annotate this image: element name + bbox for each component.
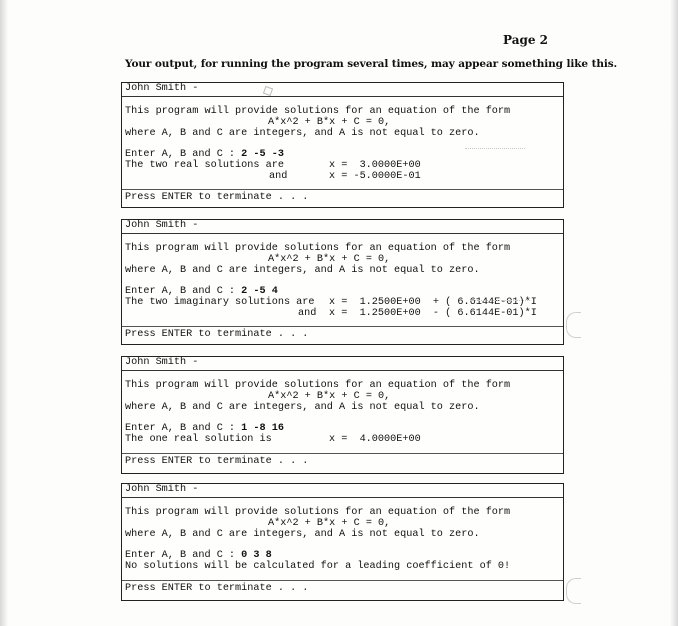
description-line-2: where A, B and C are integers, and A is not equal to zero. xyxy=(125,529,480,540)
console-output-1 xyxy=(121,82,564,208)
title-divider xyxy=(122,233,563,234)
equation-line: A*x^2 + B*x + C = 0, xyxy=(268,254,391,265)
console-title: John Smith - xyxy=(125,83,199,94)
equation-line: A*x^2 + B*x + C = 0, xyxy=(268,391,391,402)
input-prompt xyxy=(125,550,272,561)
result-value-1: x = 4.0000E+00 xyxy=(329,434,421,445)
page-number: Page 2 xyxy=(503,33,549,47)
console-title: John Smith - xyxy=(125,484,199,495)
user-input: 0 3 8 xyxy=(241,550,272,561)
input-prompt xyxy=(125,149,284,160)
user-input: 1 -8 16 xyxy=(241,423,284,434)
title-divider xyxy=(122,370,563,371)
result-value-2: x = 1.2500E+00 - ( 6.6144E-01)*I xyxy=(329,308,537,319)
scan-smudge xyxy=(470,300,530,309)
press-enter-prompt: Press ENTER to terminate . . . xyxy=(125,192,309,203)
user-input: 2 -5 -3 xyxy=(241,149,284,160)
console-output-3 xyxy=(121,356,564,474)
result-label-1: The two real solutions are xyxy=(125,160,284,171)
prompt-label: Enter A, B and C : xyxy=(125,149,236,160)
user-input: 2 -5 4 xyxy=(241,286,278,297)
result-value-1: x = 1.2500E+00 + ( 6.6144E-01)*I xyxy=(329,297,537,308)
console-title: John Smith - xyxy=(125,357,199,368)
title-divider xyxy=(122,497,563,498)
scan-artifact-mark xyxy=(566,578,581,604)
result-value-2: x = -5.0000E-01 xyxy=(329,171,421,182)
intro-text: Your output, for running the program several times, may appear something like this. xyxy=(125,58,618,70)
result-label-1: No solutions will be calculated for a leading coefficient of 0! xyxy=(125,561,511,572)
description-line: This program will provide solutions for an equation of the form xyxy=(125,243,511,254)
description-line: This program will provide solutions for an equation of the form xyxy=(125,380,511,391)
description-line-2: where A, B and C are integers, and A is not equal to zero. xyxy=(125,265,480,276)
scan-smudge xyxy=(465,148,525,157)
page-right-shadow xyxy=(670,0,678,626)
console-output-4 xyxy=(121,483,564,601)
input-prompt xyxy=(125,286,278,297)
description-line: This program will provide solutions for an equation of the form xyxy=(125,507,511,518)
input-prompt xyxy=(125,423,284,434)
equation-line: A*x^2 + B*x + C = 0, xyxy=(268,117,391,128)
title-divider xyxy=(122,96,563,97)
result-value-1: x = 3.0000E+00 xyxy=(329,160,421,171)
description-line-2: where A, B and C are integers, and A is not equal to zero. xyxy=(125,402,480,413)
prompt-label: Enter A, B and C : xyxy=(125,550,236,561)
result-label-1: The two imaginary solutions are xyxy=(125,297,315,308)
equation-line: A*x^2 + B*x + C = 0, xyxy=(268,518,391,529)
press-enter-prompt: Press ENTER to terminate . . . xyxy=(125,583,309,594)
prompt-label: Enter A, B and C : xyxy=(125,423,236,434)
press-divider xyxy=(122,189,563,190)
page-left-shadow xyxy=(0,0,8,626)
press-enter-prompt: Press ENTER to terminate . . . xyxy=(125,456,309,467)
press-divider xyxy=(122,580,563,581)
result-label-1: The one real solution is xyxy=(125,434,272,445)
press-divider xyxy=(122,326,563,327)
result-label-2: and xyxy=(298,308,317,319)
console-output-2 xyxy=(121,219,564,345)
press-divider xyxy=(122,453,563,454)
console-title: John Smith - xyxy=(125,220,199,231)
press-enter-prompt: Press ENTER to terminate . . . xyxy=(125,329,309,340)
description-line-2: where A, B and C are integers, and A is not equal to zero. xyxy=(125,128,480,139)
prompt-label: Enter A, B and C : xyxy=(125,286,236,297)
result-label-2: and xyxy=(269,171,288,182)
scan-artifact-mark xyxy=(566,312,581,338)
description-line: This program will provide solutions for an equation of the form xyxy=(125,106,511,117)
